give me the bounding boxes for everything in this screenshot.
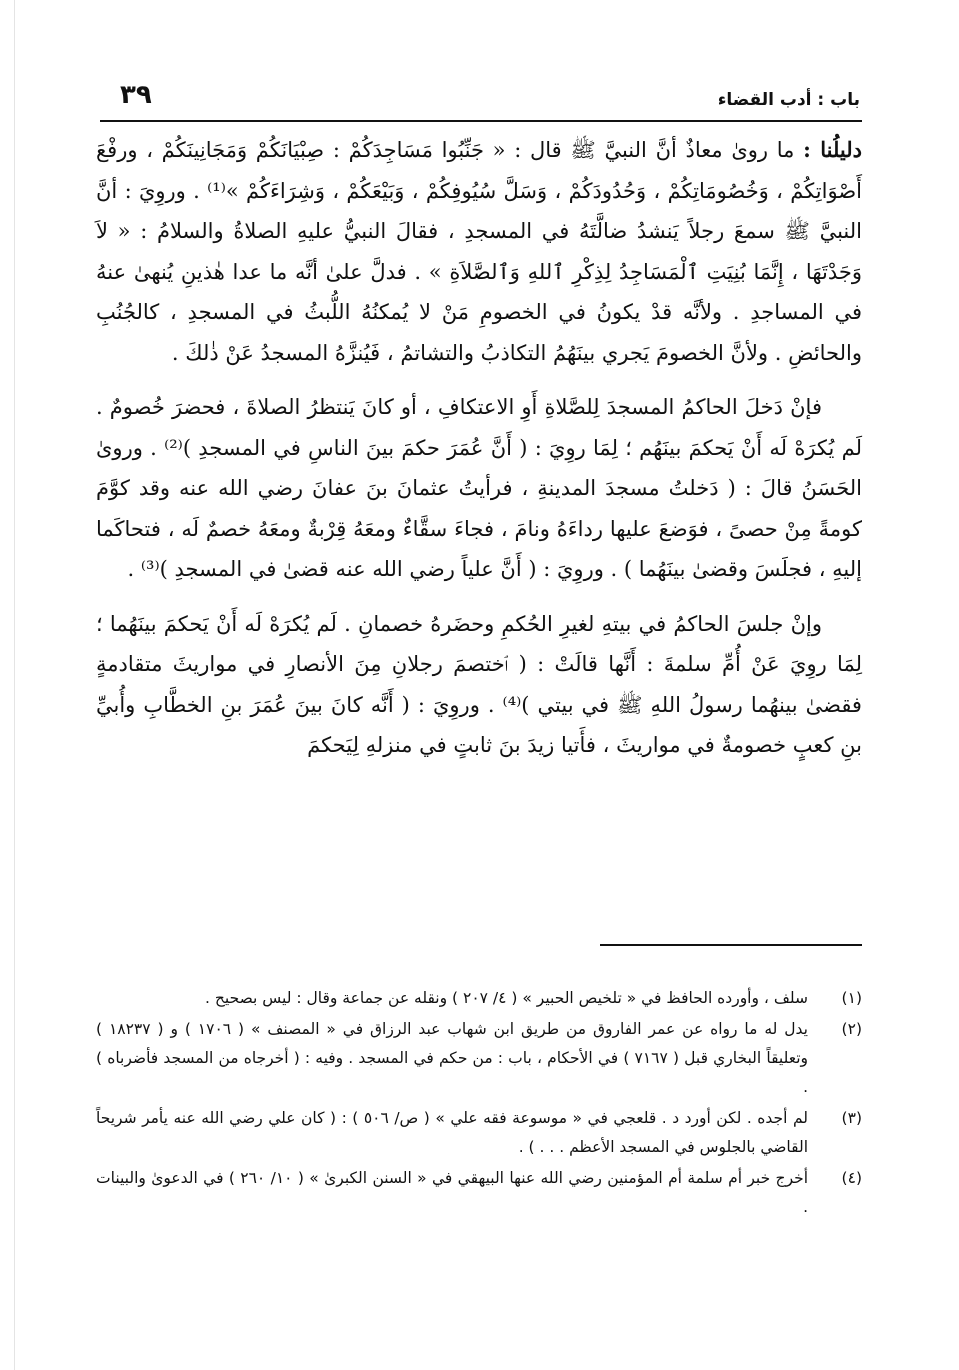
footnote-text: يدل له ما رواه عن عمر الفاروق من طريق ابن شهاب عبد الرزاق في « المصنف » ( ١٧٠٦ ) و ( ١٨٢٣٧ ) وتعليقاً البخاري قبل ( ٧١٦٧ ) في الأحكام ، باب : من حكم في المسجد . وفيه : ( أخرجاه من المسجد فأضرباه ) . bbox=[96, 1020, 809, 1096]
footnote-separator bbox=[600, 944, 862, 946]
paragraph bbox=[96, 604, 862, 766]
scan-edge-line bbox=[14, 0, 15, 1370]
footnote bbox=[96, 1164, 862, 1222]
paragraph bbox=[96, 130, 862, 373]
page-header bbox=[100, 80, 860, 120]
footnote-text: أخرج خبر أم سلمة أم المؤمنين رضي الله عنها البيهقي في « السنن الكبرىٰ » ( ١٠/ ٢٦٠ ) في الدعوىٰ والبينات . bbox=[96, 1169, 809, 1216]
footnote-text: لم أجده . لكن أورد د . قلعجي في « موسوعة فقه علي » ( ص/ ٥٠٦ ) : ( كان علي رضي الله عنه يأمر شريحاً القاضي بالجلوس في المسجد الأعظم . . . ) . bbox=[96, 1109, 808, 1156]
paragraph bbox=[96, 387, 862, 590]
paragraph-text: فإنْ دَخلَ الحاكمُ المسجدَ لِلصَّلاةِ أَوِ الاعتكافِ ، أو كانَ يَنتظرُ الصلاةَ ، فحضرَ خُصومٌ . لَم يُكرَهْ لَه أَنْ يَحكمَ بينَهُم ؛ لِمَا روِيَ : ( أَنَّ عُمَرَ حكمَ بينَ الناسِ في المسجدِ )⁽²⁾ . وروىٰ الحَسَنُ قالَ : ( دَخلتُ مسجدَ المدينةِ ، فرأيتُ عثمانَ بنَ عفانَ رضي الله عنه وقد كوَّمَ كومةً مِنْ حصىً ، فوَضعَ عليها رداءَهُ ونامَ ، فجاءَ سقَّاءٌ ومعَهُ قِرْبةٌ ومعَهُ خصمٌ لَه ، فتحاكَما إليهِ ، فجلَسَ وقضىٰ بينَهُما ) . وروِيَ : ( أَنَّ علياً رضي الله عنه قضىٰ في المسجدِ )⁽³⁾ . bbox=[96, 395, 862, 581]
header-rule bbox=[100, 120, 862, 122]
footnote bbox=[96, 1015, 862, 1102]
paragraph-lead: دليلُنا : bbox=[803, 137, 862, 162]
footnote-number: (٢) bbox=[841, 1020, 862, 1038]
page-number: ٣٩ bbox=[120, 80, 152, 110]
main-text bbox=[96, 130, 862, 780]
paragraph-text: ما روىٰ معاذٌ أنَّ النبيَّ ﷺ قال : « جَنِّبُوا مَسَاجِدَكُمْ : صِبْيَانَكُمْ وَمَجَانِينَكُمْ ، ورفْعَ أَصْوَاتِكُمْ ، وَخُصُومَاتِكُمْ ، وَحُدُودَكُمْ ، وَسَلَّ سُيُوفِكُمْ ، وَبَيْعَكُمْ ، وَشِرَاءَكُمْ »⁽¹⁾ . وروِيَ : أنَّ النبيَّ ﷺ سمعَ رجلاً يَنشدُ ضالَّتَهُ في المسجدِ ، فقالَ النبيُّ عليهِ الصلاةُ والسلامُ : « لاَ وَجَدْتَهَا ، إِنَّمَا بُنِيَتِ ٱلْمَسَاجِدُ لِذِكْرِ ٱللهِ وَٱلصَّلاَةِ » . فدلَّ علىٰ أنَّه ما عدا هٰذينِ يُنهىٰ عنهُ في المساجدِ . ولأنَّه قدْ يكونُ في الخصومِ مَنْ لا يُمكنُهُ اللُّبثُ في المسجدِ ، كالجُنُبِ والحائضِ . ولأنَّ الخصومَ يَجري بينَهُمُ التكاذبُ والتشاتمُ ، فَيُنزَّهُ المسجدُ عَنْ ذٰلكَ . bbox=[96, 138, 862, 365]
footnote bbox=[96, 1104, 862, 1162]
footnote-number: (١) bbox=[841, 989, 862, 1007]
footnote-number: (٣) bbox=[841, 1109, 862, 1127]
footnote-text: سلف ، وأورده الحافظ في « تلخيص الحبير » ( ٤/ ٢٠٧ ) ونقله عن جماعة وقال : ليس بصحيح . bbox=[205, 989, 808, 1007]
running-head: باب : أدب القضاء bbox=[717, 90, 860, 110]
paragraph-text: وإنْ جلسَ الحاكمُ في بيتهِ لغيرِ الحُكمِ وحضَرهُ خصمانِ . لَم يُكرَهْ لَه أَنْ يَحكمَ بينَهُما ؛ لِمَا روِيَ عَنْ أُمِّ سلمةَ : أَنَّها قالَتْ : ( ٱختصمَ رجلانِ مِنَ الأنصارِ في مواريثَ متقادمةٍ فقضىٰ بينهُما رسولُ اللهِ ﷺ في بيتي )⁽⁴⁾ . وروِيَ : ( أَنَّه كانَ بينَ عُمَرَ بنِ الخطَّابِ وأُبيِّ بنِ كعبٍ خصومةٌ في مواريثَ ، فأَتيا زيدَ بنَ ثابتٍ في منزلهِ لِيَحكمَ bbox=[96, 611, 862, 757]
footnote bbox=[96, 984, 862, 1013]
footnotes bbox=[96, 984, 862, 1224]
footnote-number: (٤) bbox=[841, 1169, 862, 1187]
